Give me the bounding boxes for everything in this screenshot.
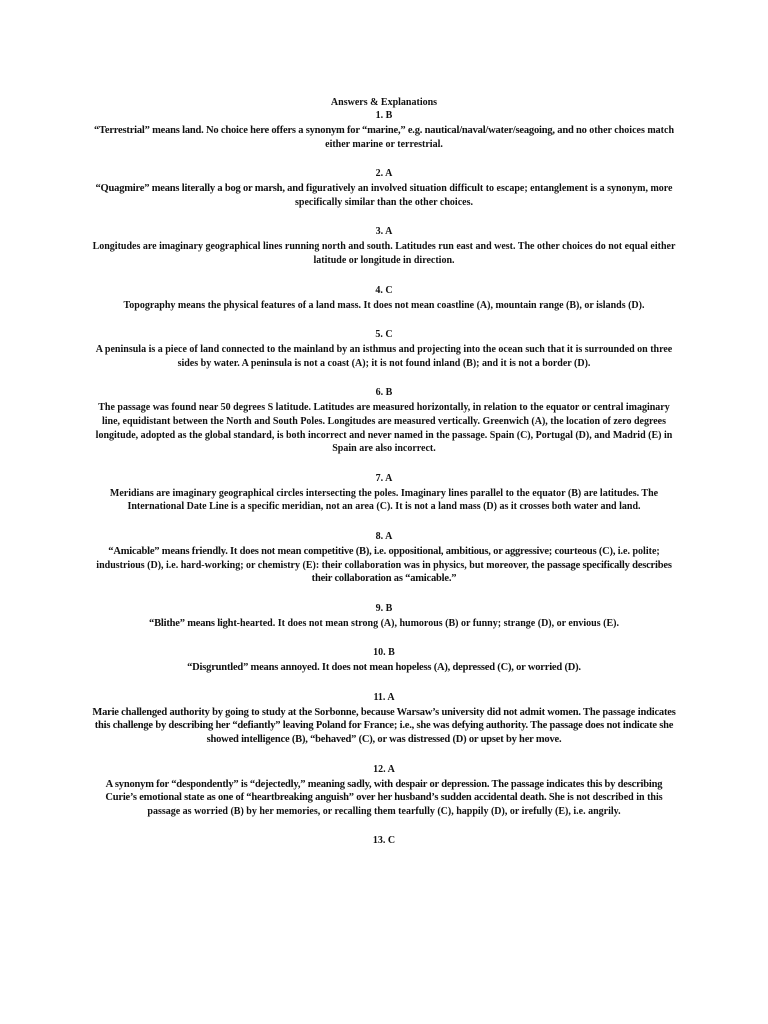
explanation-bold-segment: “Amicable” means friendly. It does not mean competitive (B), i.e. oppositional, ambitious, or aggressive; courteous (C), — [108, 545, 616, 557]
explanation-segment: other choices match either marine or terrestrial. — [325, 125, 675, 150]
answer-number: 6. B — [375, 387, 393, 399]
explanation-bold-segment: “Blithe” means light — [149, 617, 237, 629]
answer-number: 11. A — [373, 691, 395, 703]
answer-explanation — [92, 617, 676, 631]
explanation-bold-segment: Marie challenged authority by going to study at the Sorbonne, because Warsaw’s university did not admit women. The — [92, 706, 600, 718]
explanation-segment: figuratively an involved situation difficult to escape; entanglement is a synonym, more specifically similar than the other choices. — [295, 183, 673, 208]
answer-entry-5 — [92, 328, 676, 370]
answer-number: 1. B — [375, 110, 393, 121]
answer-number: 10. B — [373, 647, 395, 659]
answer-number: 8. A — [375, 530, 393, 542]
answer-entry-6 — [92, 386, 676, 455]
answer-entry-9 — [92, 602, 676, 631]
answer-number: 13. C — [372, 835, 396, 847]
document-title: Answers & Explanations — [330, 97, 438, 108]
answer-explanation — [92, 778, 676, 819]
answer-entry-11 — [92, 691, 676, 747]
answer-explanation — [92, 182, 676, 209]
explanation-bold-segment: “Quagmire” means literally a bog or marsh, and — [95, 183, 304, 195]
answer-entry-8 — [92, 530, 676, 586]
explanation-segment: Topography means the physical features of a land mass. It does not mean coastline (A), mountain range (B), or islands (D). — [123, 299, 645, 311]
answer-explanation — [92, 124, 676, 151]
explanation-segment: A peninsula is a piece of land connected to the mainland by an isthmus and projecting into the ocean such that it is surrounded on three sides by water. A peninsula is not a coast (A); it is not found inland (B); and it is not a border (D). — [95, 344, 673, 369]
answer-number: 4. C — [375, 284, 393, 296]
answer-entry-10 — [92, 646, 676, 675]
explanation-segment: -hearted. It does not mean strong (A), humorous (B) or funny; strange (D), or envious (E). — [236, 617, 619, 629]
answer-entry-1 — [92, 109, 676, 151]
answer-explanation — [92, 343, 676, 370]
answer-explanation — [92, 299, 676, 313]
answer-number: 5. C — [375, 329, 393, 341]
answer-explanation — [92, 401, 676, 455]
answer-entry-3 — [92, 225, 676, 267]
answer-number: 7. A — [375, 472, 393, 484]
answer-number: 9. B — [375, 602, 393, 614]
explanation-segment: Meridians are imaginary geographical circles intersecting the poles. Imaginary lines parallel to the equator (B) are latitudes. The International Date Line is a specific meridian, not an area (C). It is not a land mass (D) as it crosses both water and land. — [109, 487, 659, 513]
explanation-segment: passage — [599, 706, 638, 718]
explanation-bold-segment: indicates this challenge by describing her “defiantly” leaving Poland for France; i.e., she was defying authority. The passage does not indicate she showed intelligence (B), “behaved” (C), or was distressed (D) or upset by her move. — [94, 706, 676, 746]
answer-entry-12 — [92, 763, 676, 819]
explanation-bold-segment: A synonym for “despondently” is “dejectedly,” meaning sadly, with despair or depression. The passage indicates this by describing Curie’s emotional state as one of “heartbreaking anguish” over her husband’s sudden accidental death. She — [105, 778, 663, 804]
answer-explanation — [92, 661, 676, 675]
explanation-segment: Longitudes are imaginary geographical lines running north and south. Latitudes run east and west. The other choices do not equal either latitude or longitude in direction. — [92, 241, 676, 266]
answer-number: 3. A — [375, 226, 393, 238]
answer-explanation — [92, 240, 676, 267]
answer-explanation — [92, 487, 676, 514]
answer-entry-2 — [92, 167, 676, 209]
explanation-segment: is not described in this passage as worried (B) by her memories, or recalling them tearfully (C), happily (D), or irefully (E), i.e. angrily. — [147, 792, 663, 817]
explanation-segment: The passage was found near 50 degrees S latitude. Latitudes are measured horizontally, in relation to the equator or central imaginary line, equidistant between the North and South Poles. Longitudes are measured vertically. Greenwich (A), the location of zero degrees longitude, adopted as the global standard, is both incorrect and never named in the passage. Spain (C), Portugal (D), and Madrid (E) in Spain are also incorrect. — [95, 402, 673, 455]
answer-entry-7 — [92, 472, 676, 514]
answer-explanation — [92, 545, 676, 586]
answer-number: 12. A — [373, 763, 395, 775]
explanation-segment: i.e. polite; industrious (D), i.e. hard-working; or chemistry (E): their collaboration was in physics, but moreover, the — [96, 545, 660, 571]
answer-entry-13 — [92, 834, 676, 847]
explanation-bold-segment: “Terrestrial” means land. No choice here offers a synonym for “marine,” e.g. nautical/naval/water/seagoing, and no — [93, 125, 587, 136]
answer-entry-4 — [92, 284, 676, 313]
answer-number: 2. A — [375, 168, 393, 180]
explanation-bold-segment: “Disgruntled” means annoyed. It does not mean hopeless (A), depressed (C), or worried (D). — [187, 662, 581, 674]
explanation-bold-segment: passage specifically describes their collaboration as “amicable.” — [311, 559, 672, 585]
answer-explanation — [92, 706, 676, 747]
